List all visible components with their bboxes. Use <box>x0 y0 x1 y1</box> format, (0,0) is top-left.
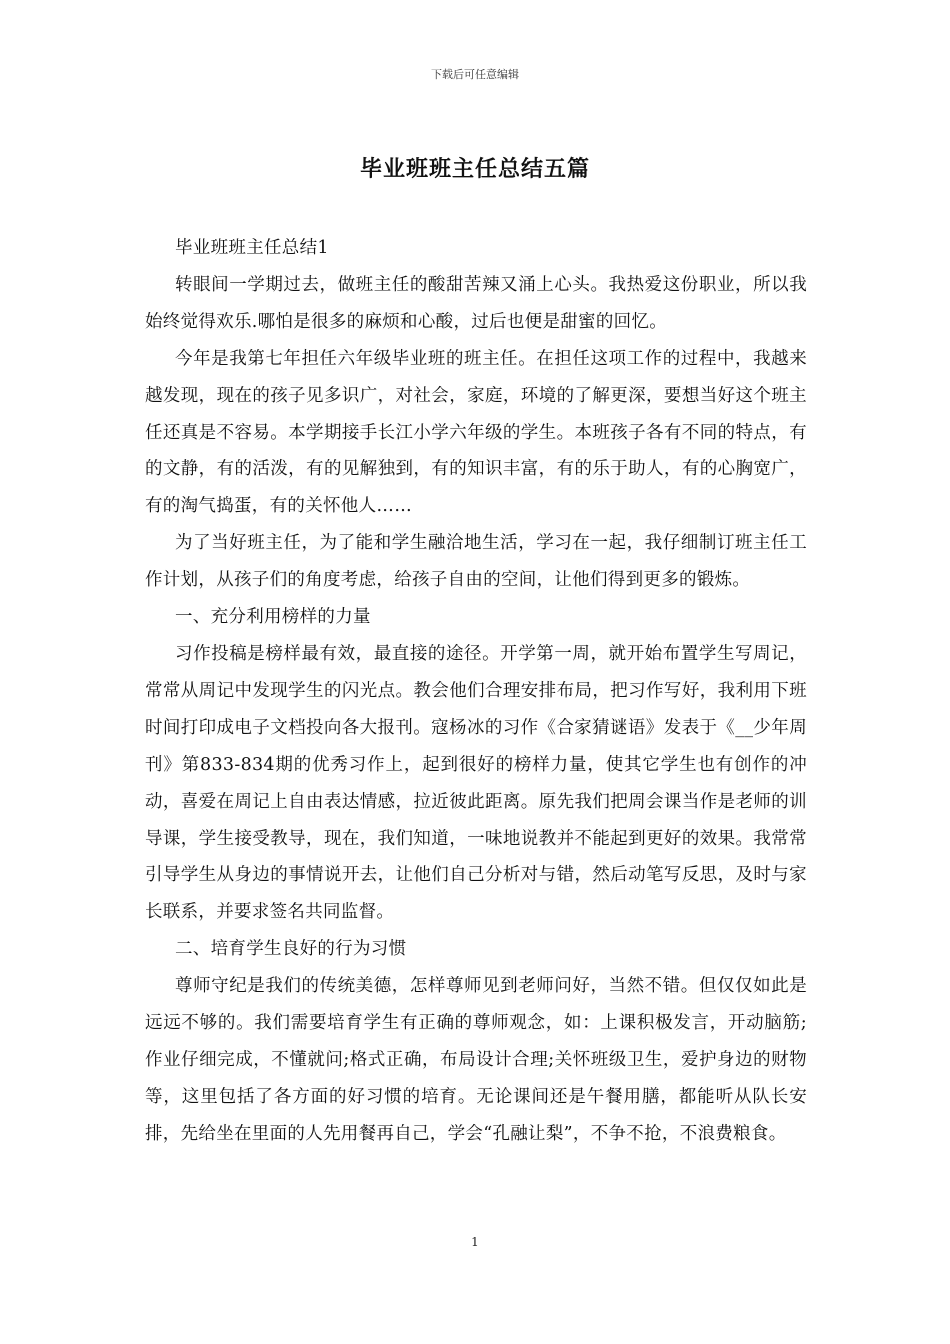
page-number: 1 <box>471 1235 479 1249</box>
document-body <box>145 230 807 1153</box>
section-heading-1: 毕业班班主任总结1 <box>175 238 329 258</box>
document-title: 毕业班班主任总结五篇 <box>359 156 590 182</box>
paragraph-habits: 尊师守纪是我们的传统美德，怎样尊师见到老师问好，当然不错。但仅仅如此是远远不够的。我们需要培育学生有正确的尊师观念，如：上课积极发言，开动脑筋;作业仔细完成，不懂就问;格式正确，布局设计合理;关怀班级卫生，爱护身边的财物等，这里包括了各方面的好习惯的培育。无论课间还是午餐用膳，都能听从队长安排，先给坐在里面的人先用餐再自己，学会“孔融让梨”，不争不抢，不浪费粮食。 <box>145 976 807 1144</box>
subheading-role-models: 一、充分利用榜样的力量 <box>175 607 371 628</box>
paragraph-role-models: 习作投稿是榜样最有效，最直接的途径。开学第一周，就开始布置学生写周记，常常从周记中发现学生的闪光点。教会他们合理安排布局，把习作写好，我利用下班时间打印成电子文档投向各大报刊。寇杨冰的习作《合家猜谜语》发表于《__少年周刊》第833-834期的优秀习作上，起到很好的榜样力量，使其它学生也有创作的冲动，喜爱在周记上自由表达情感，拉近彼此距离。原先我们把周会课当作是老师的训导课，学生接受教导，现在，我们知道，一味地说教并不能起到更好的效果。我常常引导学生从身边的事情说开去，让他们自己分析对与错，然后动笔写反思，及时与家长联系，并要求签名共同监督。 <box>145 643 807 923</box>
page-header-note: 下载后可任意编辑 <box>431 68 519 81</box>
paragraph-background: 今年是我第七年担任六年级毕业班的班主任。在担任这项工作的过程中，我越来越发现，现在的孩子见多识广，对社会，家庭，环境的了解更深，要想当好这个班主任还真是不容易。本学期接手长江小学六年级的学生。本班孩子各有不同的特点，有的文静，有的活泼，有的见解独到，有的知识丰富，有的乐于助人，有的心胸宽广，有的淘气捣蛋，有的关怀他人…… <box>145 348 807 517</box>
subheading-habits: 二、培育学生良好的行为习惯 <box>175 939 407 960</box>
paragraph-plan: 为了当好班主任，为了能和学生融洽地生活，学习在一起，我仔细制订班主任工作计划，从孩子们的角度考虑，给孩子自由的空间，让他们得到更多的锻炼。 <box>145 533 807 591</box>
paragraph-intro: 转眼间一学期过去，做班主任的酸甜苦辣又涌上心头。我热爱这份职业，所以我始终觉得欢乐.哪怕是很多的麻烦和心酸，过后也便是甜蜜的回忆。 <box>145 274 807 332</box>
